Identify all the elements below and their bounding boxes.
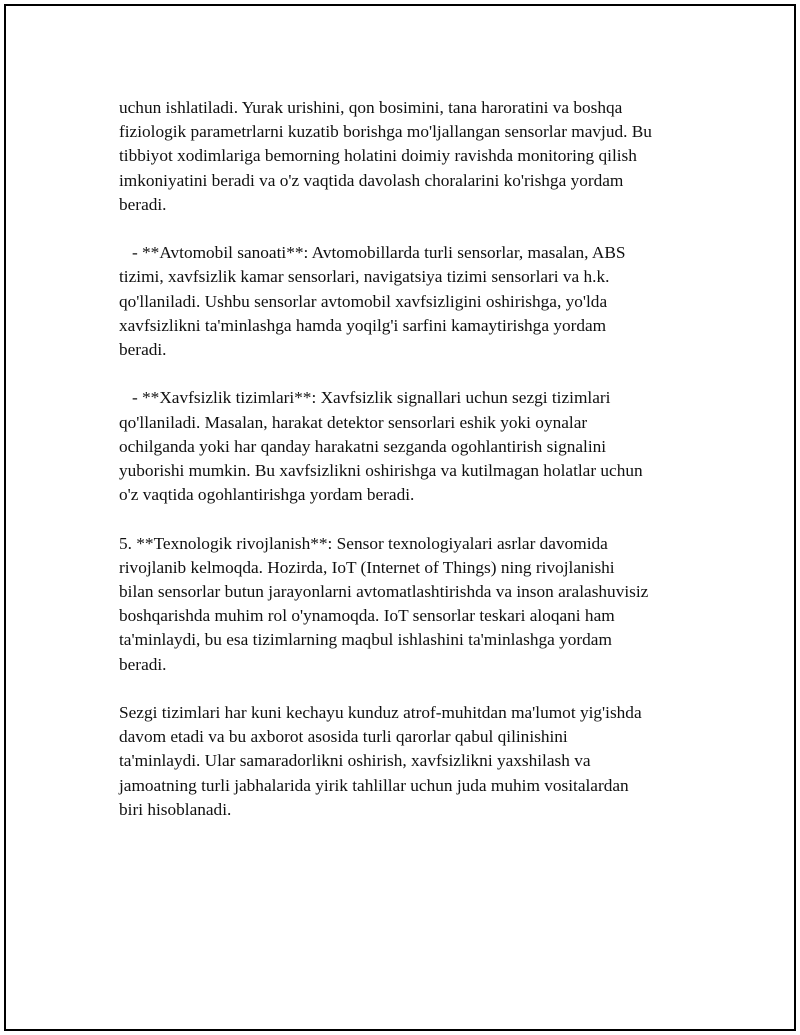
text-line: yuborishi mumkin. Bu xavfsizlikni oshirishga va kutilmagan holatlar uchun: [119, 461, 643, 481]
text-line: tibbiyot xodimlariga bemorning holatini doimiy ravishda monitoring qilish: [119, 146, 637, 166]
text-line: rivojlanib kelmoqda. Hozirda, IoT (Internet of Things) ning rivojlanishi: [119, 557, 615, 577]
text-line: biri hisoblanadi.: [119, 799, 232, 819]
text-line: beradi.: [119, 340, 167, 360]
text-line: xavfsizlikni ta'minlashga hamda yoqilg'i sarfini kamaytirishga yordam: [119, 315, 607, 335]
paragraph-technological-development: [119, 532, 699, 677]
text-line: ochilganda yoki har qanday harakatni sezganda ogohlantirish signalini: [119, 436, 607, 456]
paragraph-security-systems: [119, 386, 699, 507]
text-line: 5. **Texnologik rivojlanish**: Sensor texnologiyalari asrlar davomida: [119, 533, 608, 553]
text-line: qo'llaniladi. Ushbu sensorlar avtomobil xavfsizligini oshirishga, yo'lda: [119, 291, 608, 311]
paragraph-medical-sensors: [119, 96, 699, 217]
text-line: tizimi, xavfsizlik kamar sensorlari, navigatsiya tizimi sensorlari va h.k.: [119, 267, 610, 287]
text-line: Sezgi tizimlari har kuni kechayu kunduz atrof-muhitdan ma'lumot yig'ishda: [119, 703, 642, 723]
text-line: ta'minlaydi, bu esa tizimlarning maqbul ishlashini ta'minlashga yordam: [119, 630, 612, 650]
document-body: [119, 96, 699, 846]
text-line: beradi.: [119, 654, 167, 674]
text-line: davom etadi va bu axborot asosida turli qarorlar qabul qilinishini: [119, 727, 568, 747]
text-line: boshqarishda muhim rol o'ynamoqda. IoT sensorlar teskari aloqani ham: [119, 606, 615, 626]
text-line: beradi.: [119, 194, 167, 214]
text-line: jamoatning turli jabhalarida yirik tahlillar uchun juda muhim vositalardan: [119, 775, 629, 795]
text-line: qo'llaniladi. Masalan, harakat detektor sensorlari eshik yoki oynalar: [119, 412, 588, 432]
text-line: - **Xavfsizlik tizimlari**: Xavfsizlik signallari uchun sezgi tizimlari: [119, 388, 611, 408]
text-line: bilan sensorlar butun jarayonlarni avtomatlashtirishda va inson aralashuvisiz: [119, 582, 649, 602]
text-line: uchun ishlatiladi. Yurak urishini, qon bosimini, tana haroratini va boshqa: [119, 98, 623, 117]
text-line: - **Avtomobil sanoati**: Avtomobillarda turli sensorlar, masalan, ABS: [119, 243, 626, 263]
text-line: o'z vaqtida ogohlantirishga yordam beradi.: [119, 485, 415, 505]
text-line: imkoniyatini beradi va o'z vaqtida davolash choralarini ko'rishga yordam: [119, 170, 624, 190]
paragraph-automotive: [119, 241, 699, 362]
paragraph-conclusion: [119, 701, 699, 822]
document-page: [4, 4, 796, 1031]
text-line: ta'minlaydi. Ular samaradorlikni oshirish, xavfsizlikni yaxshilash va: [119, 751, 591, 771]
text-line: fiziologik parametrlarni kuzatib borishga mo'ljallangan sensorlar mavjud. Bu: [119, 122, 652, 142]
